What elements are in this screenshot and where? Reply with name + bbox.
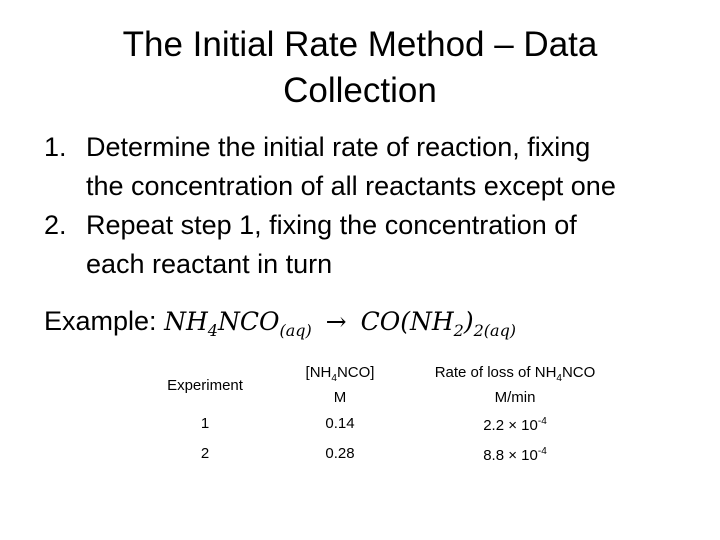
cell-rate-mantissa: 2.2 × 10 [483, 416, 538, 434]
step-number: 1. [44, 132, 67, 162]
header-concentration-text: [NH [305, 364, 332, 381]
table-row [130, 408, 630, 438]
reactant-state: (aq) [279, 321, 312, 340]
header-rate-subscript: 4 [556, 373, 562, 384]
steps-list [44, 128, 704, 284]
header-rate-unit: M/min [494, 389, 536, 406]
header-experiment: Experiment [167, 376, 243, 394]
header-concentration-text-tail: NCO] [336, 364, 375, 381]
cell-experiment: 2 [200, 444, 210, 462]
cell-rate-exponent: -4 [537, 415, 547, 427]
reaction-arrow: → [325, 307, 347, 336]
header-concentration-unit: M [333, 389, 347, 406]
header-rate-text-tail: NCO [561, 364, 596, 381]
reactant-formula: NH [164, 307, 208, 336]
cell-experiment: 1 [200, 414, 210, 432]
cell-rate [400, 412, 630, 435]
reaction-equation [164, 307, 517, 340]
table-row [130, 438, 630, 468]
step-item [44, 128, 704, 206]
slide-title-line-1: The Initial Rate Method – Data [122, 25, 598, 64]
step-text-line-2: the concentration of all reactants except one [86, 171, 616, 201]
example-line [44, 298, 704, 354]
step-item [44, 206, 704, 284]
slide-title-line-2: Collection [283, 71, 437, 110]
data-table [130, 362, 630, 468]
reactant-formula-tail: NCO [217, 307, 280, 336]
product-subscript-2: 2 [473, 321, 484, 340]
step-text-line-1: Repeat step 1, fixing the concentration of [86, 210, 577, 240]
cell-rate-exponent: -4 [537, 445, 547, 457]
reactant-subscript: 4 [207, 321, 218, 340]
step-text-line-2: each reactant in turn [86, 249, 333, 279]
cell-concentration: 0.14 [325, 414, 355, 432]
header-rate-text: Rate of loss of NH [434, 364, 557, 381]
step-text-line-1: Determine the initial rate of reaction, fixing [86, 132, 591, 162]
product-formula-tail: ) [463, 307, 474, 336]
example-label: Example: [44, 306, 157, 336]
step-number: 2. [44, 210, 67, 240]
cell-concentration: 0.28 [325, 444, 355, 462]
product-subscript: 2 [453, 321, 464, 340]
slide-title [60, 22, 660, 114]
cell-rate-mantissa: 8.8 × 10 [483, 446, 538, 464]
header-rate [400, 363, 630, 407]
header-concentration-subscript: 4 [331, 373, 337, 384]
header-concentration [280, 363, 400, 407]
product-state: (aq) [483, 321, 517, 340]
table-header-row [130, 362, 630, 408]
cell-rate [400, 442, 630, 465]
product-formula: CO(NH [360, 307, 454, 336]
